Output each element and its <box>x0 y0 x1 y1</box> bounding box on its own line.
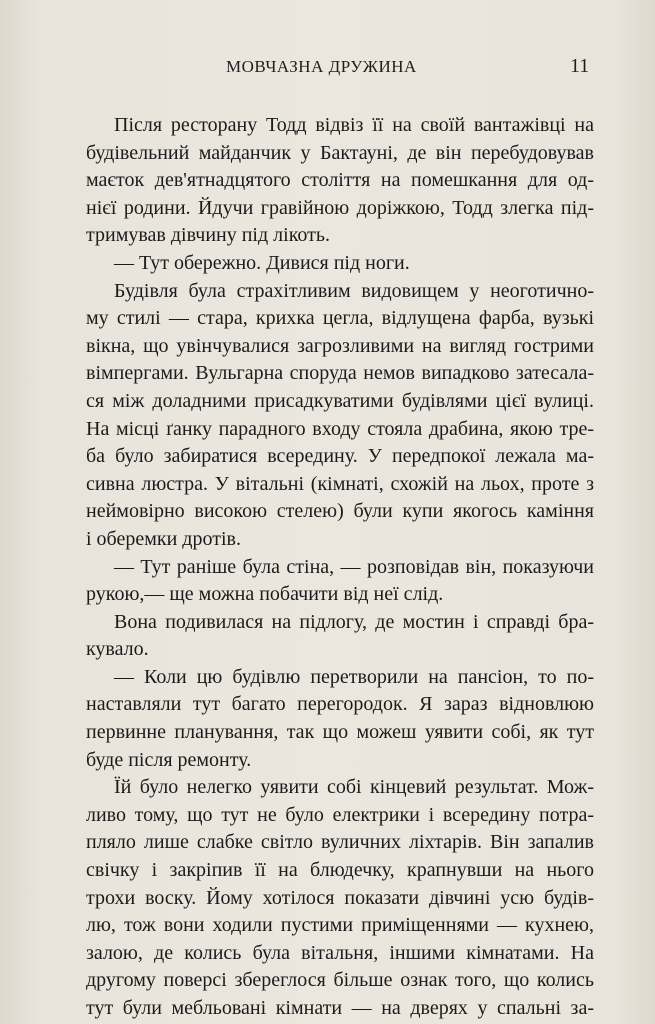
text-line: нієї родини. Йдучи гравійною доріжкою, Тодд злегка під- <box>86 196 594 219</box>
text-line: первинне планування, так що можеш уявити собі, як тут <box>86 721 594 744</box>
text-line: вікна, що увінчувалися загрозливими на вигляд гострими <box>86 334 594 357</box>
text-line: Їй було нелегко уявити собі кінцевий результат. Мож- <box>114 776 594 799</box>
text-line: кувало. <box>86 638 149 661</box>
text-line: — Тут обережно. Дивися під ноги. <box>114 251 410 274</box>
text-line: неймовірно високою стелею) були купи якогось каміння <box>86 500 594 523</box>
text-line: трохи воску. Йому хотілося показати дівчині усю будів- <box>86 886 594 909</box>
text-line: наставляли тут багато перегородок. Я зараз відновлюю <box>86 693 594 716</box>
text-line: маєток дев'ятнадцятого століття на помешкання для од- <box>86 169 594 192</box>
text-line: лю, тож вони ходили пустими приміщеннями — кухнею, <box>86 914 594 937</box>
text-line: — Тут раніше була стіна, — розповідав він, показуючи <box>114 555 594 578</box>
text-line: будівельний майданчик у Бактауні, де він перебудовував <box>86 141 594 164</box>
running-title: МОВЧАЗНА ДРУЖИНА <box>226 57 417 76</box>
text-line: тримував дівчину під лікоть. <box>86 224 330 247</box>
page-number: 11 <box>570 55 590 77</box>
text-line: залою, де колись була вітальня, іншими кімнатами. На <box>86 941 594 964</box>
text-line: Будівля була страхітливим видовищем у неоготично- <box>114 279 594 302</box>
text-line: Вона подивилася на підлогу, де мостин і справді бра- <box>114 610 594 633</box>
text-line: тут були мебльовані кімнати — на дверях у спальні за- <box>86 997 594 1019</box>
text-line: ся між доладними присадкуватими будівлями цієї вулиці. <box>86 389 594 412</box>
text-line: сивна люстра. У вітальні (кімнаті, схожій на льох, проте з <box>86 472 594 495</box>
text-line: рукою,— ще можна побачити від неї слід. <box>86 583 444 606</box>
text-line: На місці ґанку парадного входу стояла драбина, якою тре- <box>86 417 594 440</box>
text-line: і оберемки дротів. <box>86 527 241 550</box>
text-line: — Коли цю будівлю перетворили на пансіон, то по- <box>114 665 594 688</box>
text-line: другому поверсі збереглося більше ознак того, що колись <box>86 969 594 992</box>
text-line: му стилі — стара, крихка цегла, відлущена фарба, вузькі <box>86 307 594 330</box>
text-line: Після ресторану Тодд відвіз її на своїй вантажівці на <box>114 114 594 136</box>
text-line: ба було забиратися всередину. У передпокої лежала ма- <box>86 445 594 468</box>
text-line: пляло лише слабке світло вуличних ліхтарів. Він запалив <box>86 831 594 854</box>
text-line: вімпергами. Вульгарна споруда немов випадково затесала- <box>86 362 594 385</box>
text-line: ливо тому, що тут не було електрики і всередину потра- <box>86 803 594 826</box>
text-line: буде після ремонту. <box>86 748 252 771</box>
running-head <box>0 55 655 83</box>
text-line: свічку і закріпив її на блюдечку, крапнувши на нього <box>86 859 594 882</box>
body-text <box>86 112 594 1023</box>
